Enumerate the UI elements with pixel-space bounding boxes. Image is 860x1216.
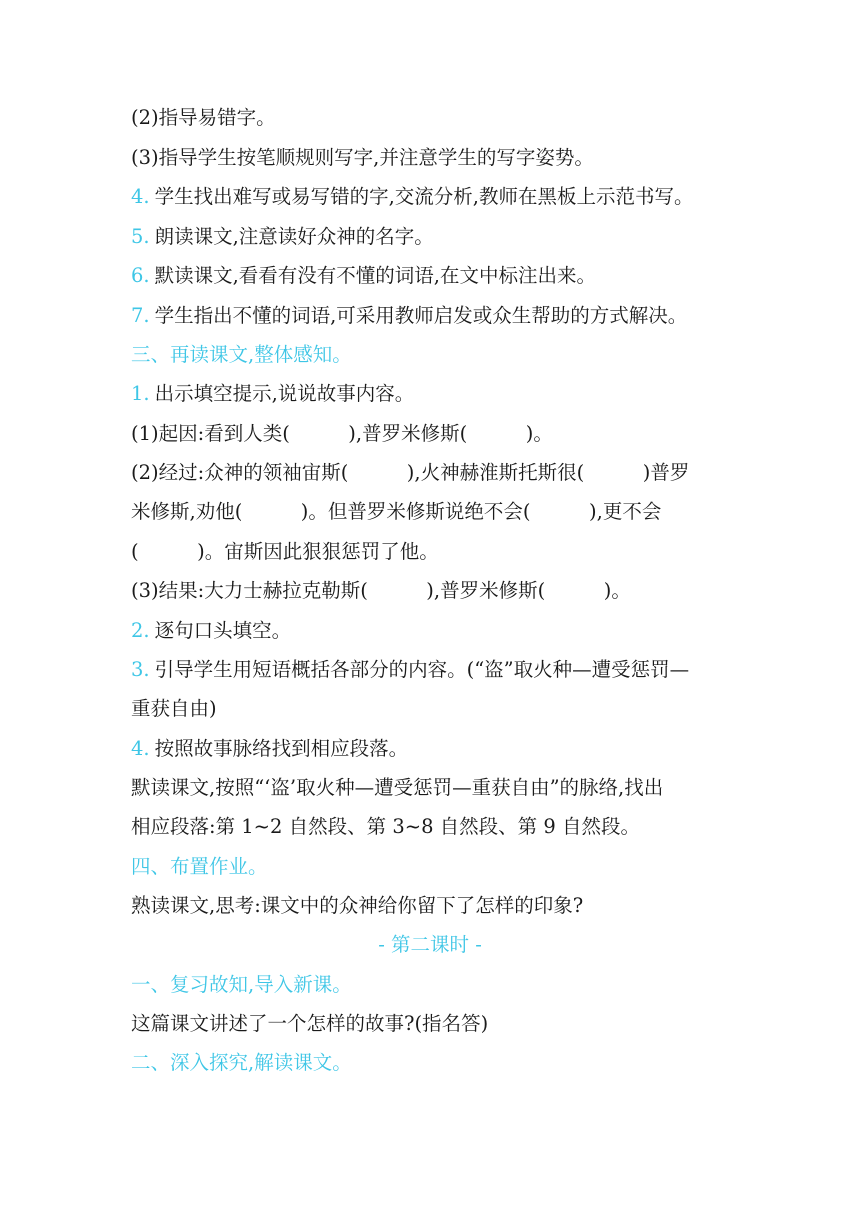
text-line: 重获自由)	[131, 697, 217, 720]
item-number: 1.	[131, 382, 150, 405]
section-heading: 四、布置作业。	[131, 855, 268, 878]
list-item: 4. 学生找出难写或易写错的字,交流分析,教师在黑板上示范书写。	[131, 185, 694, 208]
text-line: (3)结果:大力士赫拉克勒斯( ),普罗米修斯( )。	[131, 579, 631, 602]
section-heading: 二、深入探究,解读课文。	[131, 1051, 352, 1074]
text-line: 这篇课文讲述了一个怎样的故事?(指名答)	[131, 1012, 489, 1035]
text-line: 米修斯,劝他( )。但普罗米修斯说绝不会( ),更不会	[131, 500, 662, 523]
text-line: (1)起因:看到人类( ),普罗米修斯( )。	[131, 422, 553, 445]
section-heading: 一、复习故知,导入新课。	[131, 973, 352, 996]
list-item: 7. 学生指出不懂的词语,可采用教师启发或众生帮助的方式解决。	[131, 304, 688, 327]
item-number: 4.	[131, 737, 150, 760]
text-line: (3)指导学生按笔顺规则写字,并注意学生的写字姿势。	[131, 146, 594, 169]
item-number: 3.	[131, 658, 150, 681]
text-line: (2)指导易错字。	[131, 106, 276, 129]
section-heading: 三、再读课文,整体感知。	[131, 343, 352, 366]
text-line: (2)经过:众神的领袖宙斯( ),火神赫淮斯托斯很( )普罗	[131, 461, 690, 484]
list-item: 6. 默读课文,看看有没有不懂的词语,在文中标注出来。	[131, 264, 597, 287]
text-line: 相应段落:第 1~2 自然段、第 3~8 自然段、第 9 自然段。	[131, 815, 640, 838]
item-number: 7.	[131, 304, 150, 327]
item-number: 2.	[131, 619, 150, 642]
list-item: 4. 按照故事脉络找到相应段落。	[131, 737, 409, 760]
list-item: 2. 逐句口头填空。	[131, 619, 292, 642]
text-line: 熟读课文,思考:课文中的众神给你留下了怎样的印象?	[131, 894, 584, 917]
lesson-title: - 第二课时 -	[378, 933, 482, 956]
item-number: 4.	[131, 185, 150, 208]
text-line: 默读课文,按照“‘盗’取火种—遭受惩罚—重获自由”的脉络,找出	[131, 776, 664, 799]
list-item: 1. 出示填空提示,说说故事内容。	[131, 382, 415, 405]
text-line: ( )。宙斯因此狠狠惩罚了他。	[131, 540, 439, 563]
list-item: 5. 朗读课文,注意读好众神的名字。	[131, 225, 434, 248]
item-number: 5.	[131, 225, 150, 248]
item-number: 6.	[131, 264, 150, 287]
list-item: 3. 引导学生用短语概括各部分的内容。(“盗”取火种—遭受惩罚—	[131, 658, 690, 681]
